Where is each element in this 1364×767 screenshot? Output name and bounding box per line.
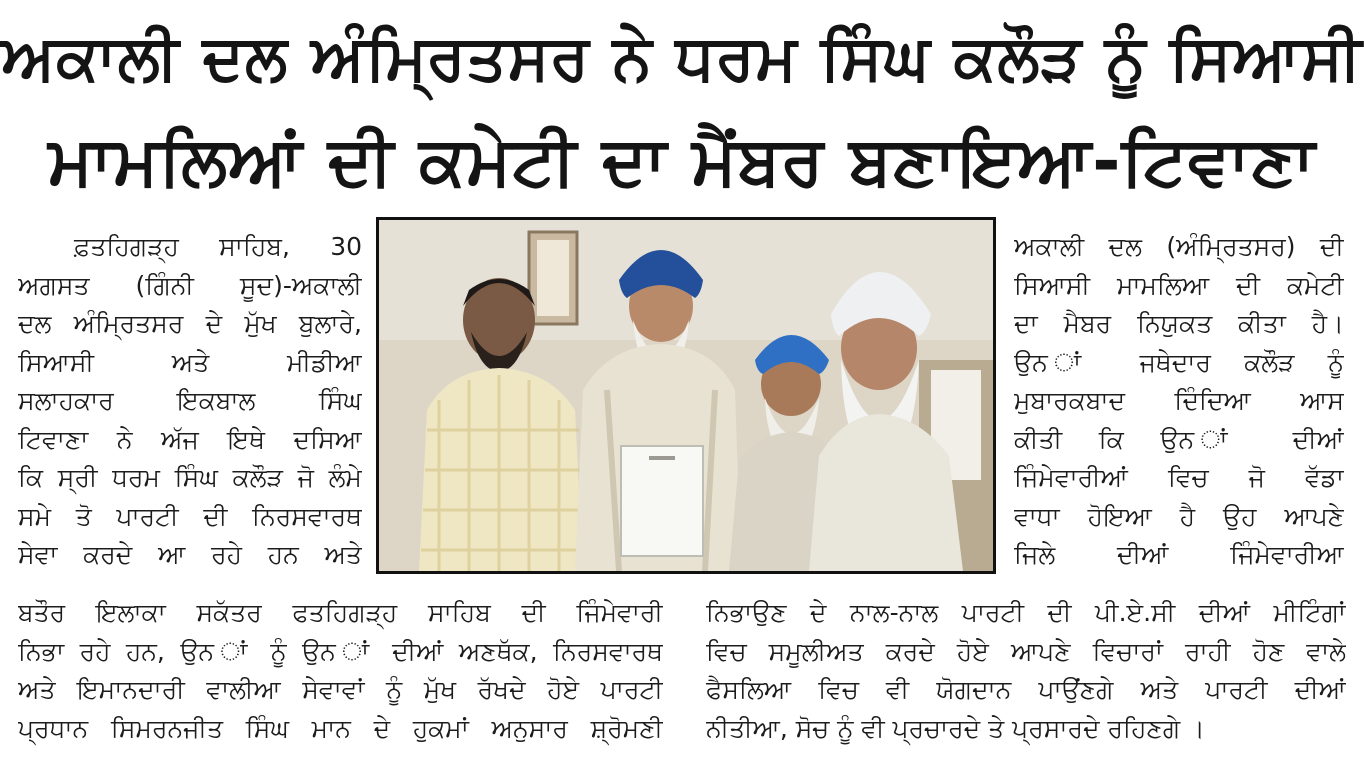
article-line: ਅਤੇ ਇਮਾਨਦਾਰੀ ਵਾਲੀਆ ਸੇਵਾਵਾਂ ਨੂੰ ਮੁੱਖ ਰੱਖਦੇ ਹੋਏ ਪਾਰਟੀ bbox=[18, 675, 663, 704]
article-line: ਫ਼ਤਹਿਗੜ੍ਹ ਸਾਹਿਬ, 30 bbox=[74, 232, 362, 261]
article-line: ਜਿੰਮੇਵਾਰੀਆਂ ਵਿਚ ਜੋ ਵੱਡਾ bbox=[1014, 463, 1344, 492]
article-line: ਦਾ ਮੈਬਰ ਨਿਯੁਕਤ ਕੀਤਾ ਹੈ। bbox=[1014, 309, 1344, 338]
article-line: ਉਨ ਾਂ ਜਥੇਦਾਰ ਕਲੌੜ ਨੂੰ bbox=[1014, 347, 1344, 377]
article-line: ਕਿ ਸ੍ਰੀ ਧਰਮ ਸਿੰਘ ਕਲੌੜ ਜੋ ਲੰਮੇ bbox=[18, 463, 362, 492]
article-column-bottom-left bbox=[18, 594, 663, 748]
article-line: ਨੀਤੀਆ, ਸੋਚ ਨੂੰ ਵੀ ਪ੍ਰਚਾਰਦੇ ਤੇ ਪ੍ਰਸਾਰਦੇ ਰਹਿਣਗੇ । bbox=[706, 713, 1205, 743]
article-line: ਵਾਧਾ ਹੋਇਆ ਹੈ ਉਹ ਆਪਣੇ bbox=[1014, 501, 1344, 531]
article-line: ਸੇਵਾ ਕਰਦੇ ਆ ਰਹੇ ਹਨ ਅਤੇ bbox=[18, 540, 362, 569]
article-line: ਪ੍ਰਧਾਨ ਸਿਮਰਨਜੀਤ ਸਿੰਘ ਮਾਨ ਦੇ ਹੁਕਮਾਂ ਅਨੁਸਾਰ ਸ਼੍ਰੋਮਣੀ bbox=[18, 713, 663, 743]
article-line: ਬਤੌਰ ਇਲਾਕਾ ਸਕੱਤਰ ਫਤਹਿਗੜ੍ਹ ਸਾਹਿਬ ਦੀ ਜਿੰਮੇਵਾਰੀ bbox=[18, 598, 663, 627]
article-line: ਟਿਵਾਣਾ ਨੇ ਅੱਜ ਇਥੇ ਦਸਿਆ bbox=[18, 424, 362, 454]
article-line: ਜਿਲੇ ਦੀਆਂ ਜਿੰਮੇਵਾਰੀਆ bbox=[1014, 540, 1344, 569]
headline-line-1: ਅਕਾਲੀ ਦਲ ਅੰਮ੍ਰਿਤਸਰ ਨੇ ਧਰਮ ਸਿੰਘ ਕਲੌੜ ਨੂੰ ਸਿਆਸੀ bbox=[1, 21, 1363, 94]
article-line: ਕੀਤੀ ਕਿ ਉਨ ਾਂ ਦੀਆਂ bbox=[1014, 424, 1344, 454]
article-column-right-top bbox=[1014, 228, 1344, 575]
article-column-bottom-right bbox=[706, 594, 1346, 748]
article-line: ਸਮੇ ਤੋ ਪਾਰਟੀ ਦੀ ਨਿਰਸਵਾਰਥ bbox=[18, 501, 362, 531]
article-line: ਸਿਆਸੀ ਅਤੇ ਮੀਡੀਆ bbox=[18, 347, 362, 377]
article-line: ਫੈਸਲਿਆ ਵਿਚ ਵੀ ਯੋਗਦਾਨ ਪਾਉਂਣਗੇ ਅਤੇ ਪਾਰਟੀ ਦੀਆਂ bbox=[706, 675, 1346, 704]
article-line: ਮੁਬਾਰਕਬਾਦ ਦਿੰਦਿਆ ਆਸ bbox=[1014, 386, 1344, 415]
article-line: ਨਿਭਾਉਣ ਦੇ ਨਾਲ-ਨਾਲ ਪਾਰਟੀ ਦੀ ਪੀ.ਏ.ਸੀ ਦੀਆਂ ਮੀਟਿੰਗਾਂ bbox=[706, 598, 1346, 627]
article-column-left-top bbox=[18, 228, 362, 575]
news-photo bbox=[376, 217, 996, 574]
article-line: ਅਕਾਲੀ ਦਲ (ਅੰਮ੍ਰਿਤਸਰ) ਦੀ bbox=[1014, 232, 1344, 261]
article-line: ਵਿਚ ਸਮੂਲੀਅਤ ਕਰਦੇ ਹੋਏ ਆਪਣੇ ਵਿਚਾਰਾਂ ਰਾਹੀ ਹੋਣ ਵਾਲੇ bbox=[706, 636, 1346, 666]
article-line: ਦਲ ਅੰਮ੍ਰਿਤਸਰ ਦੇ ਮੁੱਖ ਬੁਲਾਰੇ, bbox=[18, 309, 362, 338]
news-photo-illustration bbox=[379, 220, 993, 571]
article-line: ਅਗਸਤ (ਗਿੰਨੀ ਸੂਦ)-ਅਕਾਲੀ bbox=[18, 270, 362, 300]
article-line: ਨਿਭਾ ਰਹੇ ਹਨ, ਉਨ ਾਂ ਨੂੰ ਉਨ ਾਂ ਦੀਆਂ ਅਣਥੱਕ, ਨਿਰਸਵਾਰਥ bbox=[18, 636, 663, 666]
article-line: ਸਲਾਹਕਾਰ ਇਕਬਾਲ ਸਿੰਘ bbox=[18, 386, 362, 415]
article-line: ਸਿਆਸੀ ਮਾਮਲਿਆ ਦੀ ਕਮੇਟੀ bbox=[1014, 270, 1344, 300]
headline-line-2: ਮਾਮਲਿਆਂ ਦੀ ਕਮੇਟੀ ਦਾ ਮੈਂਬਰ ਬਣਾਇਆ-ਟਿਵਾਣਾ bbox=[48, 122, 1316, 201]
